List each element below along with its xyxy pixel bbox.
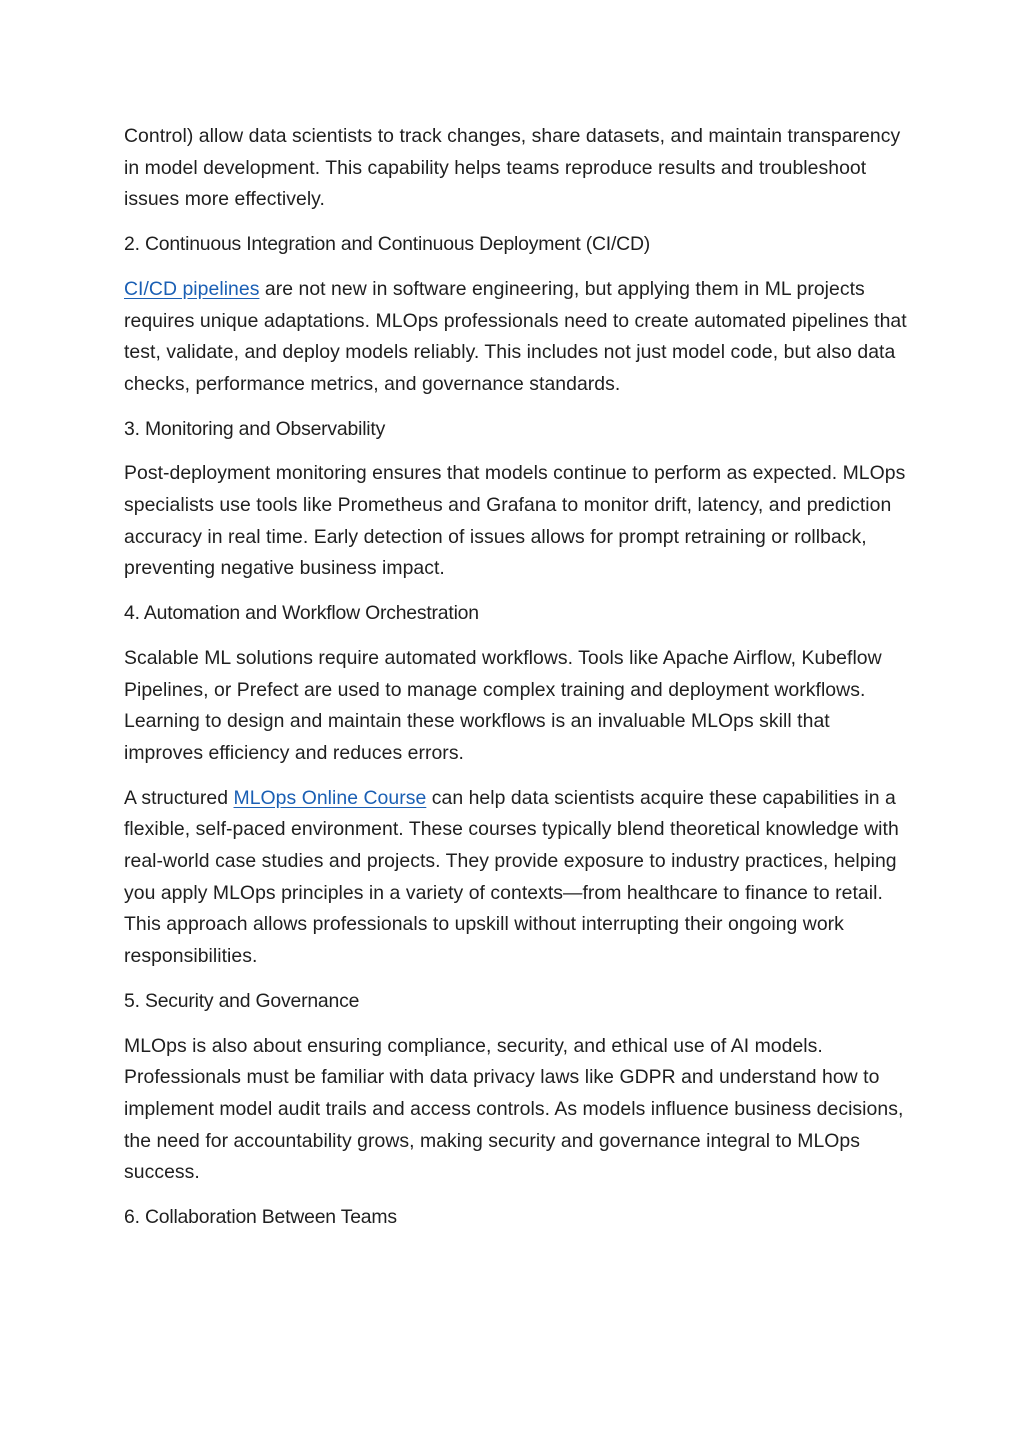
paragraph-automation: Scalable ML solutions require automated workflows. Tools like Apache Airflow, Kubeflow Pipelines, or Prefect are used to manage complex training and deployment workflows. Learning to design and maintain these workflows is an invaluable MLOps skill that improves efficiency and reduces errors. [124,646,882,764]
paragraph-ci-cd-text: are not new in software engineering, but applying them in ML projects requires unique adaptations. MLOps professionals need to create automated pipelines that test, validate, and deploy models reliably. This includes not just model code, but also data checks, performance metrics, and governance standards. [124,277,907,395]
document-page [124,121,914,1247]
paragraph-ci-cd [124,274,914,401]
heading-monitoring: 3. Monitoring and Observability [124,417,386,440]
ci-cd-pipelines-link[interactable]: CI/CD pipelines [124,277,260,300]
paragraph-monitoring: Post-deployment monitoring ensures that models continue to perform as expected. MLOps specialists use tools like Prometheus and Grafana to monitor drift, latency, and prediction accuracy in real time. Early detection of issues allows for prompt retraining or rollback, preventing negative business impact. [124,462,906,580]
heading-security: 5. Security and Governance [124,989,360,1012]
heading-automation: 4. Automation and Workflow Orchestration [124,602,479,625]
paragraph-online-course-prefix: A structured [124,786,234,809]
paragraph-online-course [124,783,914,973]
paragraph-online-course-text: can help data scientists acquire these capabilities in a flexible, self-paced environment. These courses typically blend theoretical knowledge with real-world case studies and projects. They provide exposure to industry practices, helping you apply MLOps principles in a variety of contexts—from healthcare to finance to retail. This approach allows professionals to upskill without interrupting their ongoing work responsibilities. [124,786,899,968]
paragraph-security: MLOps is also about ensuring compliance, security, and ethical use of AI models. Professionals must be familiar with data privacy laws like GDPR and understand how to implement model audit trails and access controls. As models influence business decisions, the need for accountability grows, making security and governance integral to MLOps success. [124,1034,904,1184]
heading-ci-cd: 2. Continuous Integration and Continuous Deployment (CI/CD) [124,233,651,256]
paragraph-version-control: Control) allow data scientists to track changes, share datasets, and maintain transparency in model development. This capability helps teams reproduce results and troubleshoot issues more effectively. [124,125,901,211]
mlops-online-course-link[interactable]: MLOps Online Course [233,786,427,809]
heading-collaboration: 6. Collaboration Between Teams [124,1206,397,1229]
